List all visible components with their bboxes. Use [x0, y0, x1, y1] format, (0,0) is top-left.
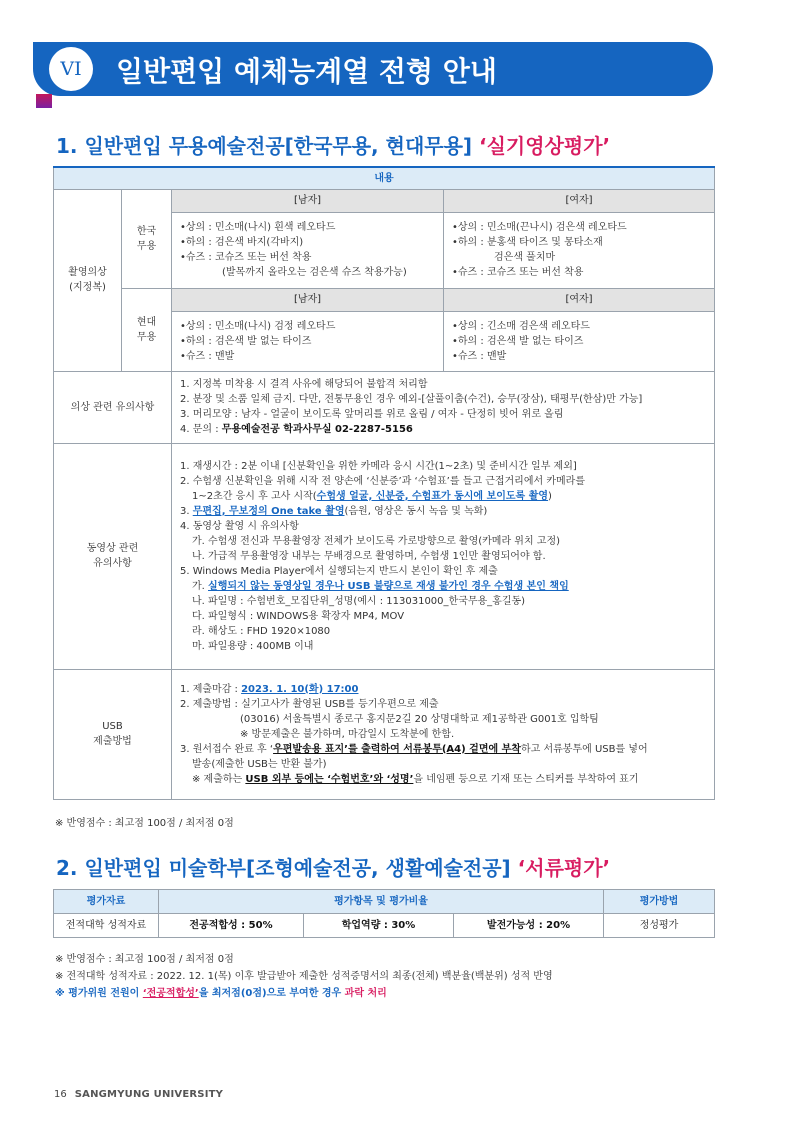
header-method: 평가방법	[604, 890, 715, 914]
attire-notes-label: 의상 관련 유의사항	[54, 371, 172, 443]
page-footer	[54, 1089, 223, 1100]
modern-label-line2: 무용	[136, 331, 157, 343]
list-item: 3. 머리모양 : 남자 - 얼굴이 보이도록 앞머리를 위로 올림 / 여자 - 단정히 빗어 위로 올림	[180, 409, 564, 420]
header-items: 평가항목 및 평가비율	[159, 890, 604, 914]
section1-number: 1.	[56, 134, 78, 158]
list-item: •슈즈 : 맨발	[180, 350, 235, 362]
list-item: 다. 파일형식 : WINDOWS용 확장자 MP4, MOV	[192, 610, 405, 622]
list-item: 나. 파일명 : 수험번호_모집단위_성명(예시 : 113031000_한국무용_홍길동)	[192, 595, 526, 607]
failure-rule-note	[55, 984, 387, 999]
list-item	[180, 489, 706, 504]
usb-label-line2: 제출방법	[93, 736, 132, 747]
list-item	[180, 772, 706, 787]
emphasis-text: 실행되지 않는 동영상일 경우나 USB 불량으로 재생 불가인 경우 수험생 본인 책임	[208, 580, 569, 592]
list-item: 1. 지정복 미착용 시 결격 사유에 해당되어 불합격 처리함	[180, 379, 428, 390]
list-item: 가. 수험생 전신과 무용촬영장 전체가 보이도록 가로방향으로 촬영(카메라 위치 고정)	[192, 535, 561, 547]
text-run: 3.	[180, 505, 193, 517]
section1-title	[56, 130, 610, 159]
page-number: 16	[54, 1089, 67, 1100]
korean-female-header: [여자]	[444, 189, 715, 212]
video-label-line2: 유의사항	[93, 558, 132, 569]
eval-item-academic: 학업역량 : 30%	[304, 914, 454, 938]
costume-label-line1: 촬영의상	[68, 267, 107, 278]
grade-source-note: ※ 전적대학 성적자료 : 2022. 12. 1(목) 이후 발급받아 제출한 성적증명서의 최종(전체) 백분율(백분위) 성적 반영	[55, 971, 553, 982]
list-item: •슈즈 : 코슈즈 또는 버선 착용	[180, 252, 312, 263]
list-item: 5. Windows Media Player에서 실행되는지 반드시 본인이 확인 후 제출	[180, 565, 498, 577]
inquiry-line	[180, 422, 706, 437]
score-note: ※ 반영점수 : 최고점 100점 / 최저점 0점	[55, 818, 234, 829]
emphasis-text: ‘전공적합성’	[142, 988, 199, 999]
list-item: •하의 : 검은색 바지(각바지)	[180, 237, 304, 248]
list-item: 마. 파일용량 : 400MB 이내	[192, 640, 314, 652]
modern-female-header: [여자]	[444, 288, 715, 311]
text-run: ※ 제출하는	[192, 773, 246, 785]
korean-male-header: [남자]	[172, 189, 444, 212]
modern-dance-label	[122, 288, 172, 371]
text-run: 1. 제출마감 :	[180, 683, 242, 695]
costume-label	[54, 189, 122, 371]
list-item: 2. 제출방법 : 실기고사가 촬영된 USB를 등기우편으로 제출	[180, 698, 439, 710]
list-item: •하의 : 검은색 발 없는 타이즈	[180, 335, 312, 347]
banner-accent	[36, 94, 52, 108]
section2-type: ‘서류평가’	[517, 856, 611, 880]
list-item: 나. 가급적 무용촬영장 내부는 무배경으로 촬영하며, 수험생 1인만 촬영되어야 함.	[192, 550, 546, 562]
section2-heading: 일반편입 미술학부[조형예술전공, 생활예술전공]	[77, 856, 518, 880]
list-item: •상의 : 긴소매 검은색 레오타드	[452, 320, 590, 332]
address-line: (03016) 서울특별시 종로구 홍지문2길 20 상명대학교 제1공학관 G001호 입학팀	[240, 713, 599, 725]
korean-male-costume	[172, 212, 444, 288]
text-run: 1~2초간 응시 후 고사 시작(	[192, 490, 317, 502]
modern-female-costume	[444, 311, 715, 371]
attire-notes	[172, 371, 715, 443]
list-item: 1. 재생시간 : 2분 이내 [신분확인을 위한 카메라 응시 시간(1~2초) 및 준비시간 일부 제외]	[180, 460, 577, 472]
list-item: •상의 : 민소매(나시) 검정 레오타드	[180, 320, 336, 332]
chapter-number-badge: VI	[49, 47, 93, 91]
list-item: ※ 방문제출은 불가하며, 마감일시 도착분에 한함.	[240, 728, 455, 740]
list-item: 2. 분장 및 소품 일체 금지. 다만, 전통무용인 경우 예외-[살풀이춤(수건), 승무(장삼), 태평무(한삼)만 가능]	[180, 394, 643, 405]
emphasis-text: 우편발송용 표지’를 출력하여 서류봉투(A4) 겉면에 부착	[273, 743, 521, 755]
text-run: 을 네임펜 등으로 기재 또는 스티커를 부착하여 표기	[413, 773, 639, 785]
eval-item-major-fit: 전공적합성 : 50%	[159, 914, 304, 938]
text-run: )	[548, 490, 552, 502]
emphasis-text: 수험생 얼굴, 신분증, 수험표가 동시에 보이도록 촬영	[316, 490, 549, 502]
eval-item-potential: 발전가능성 : 20%	[454, 914, 604, 938]
list-item: •슈즈 : 코슈즈 또는 버선 착용	[452, 267, 584, 278]
section2-table	[53, 889, 715, 938]
list-item: 검은색 풀치마	[494, 252, 556, 263]
list-item: 라. 해상도 : FHD 1920×1080	[192, 625, 331, 637]
header-material: 평가자료	[54, 890, 159, 914]
list-item: 2. 수험생 신분확인을 위해 시작 전 양손에 ‘신분증’과 ‘수험표’를 들고 근접거리에서 카메라를	[180, 475, 585, 487]
usb-label-line1: USB	[102, 721, 123, 732]
section1-table	[53, 166, 715, 800]
text-run: 하고 서류봉투에 USB를 넣어	[520, 743, 648, 755]
text-run: 3. 원서접수 완료 후 ‘	[180, 743, 274, 755]
korean-female-costume	[444, 212, 715, 288]
emphasis-text: USB 외부 등에는 ‘수험번호’와 ‘성명’	[245, 773, 414, 785]
fail-text: 과락 처리	[344, 988, 387, 999]
method-cell: 정성평가	[604, 914, 715, 938]
text-run: 을 최저점(0점)으로 부여한 경우	[198, 988, 345, 999]
modern-label-line1: 현대	[136, 316, 157, 328]
modern-male-header: [남자]	[172, 288, 444, 311]
korean-dance-label	[122, 189, 172, 288]
text-run: (음원, 영상은 동시 녹음 및 녹화)	[344, 505, 488, 517]
list-item	[180, 579, 706, 594]
list-item	[180, 742, 706, 757]
text-run: ※ 평가위원 전원이	[55, 988, 143, 999]
list-item: •슈즈 : 맨발	[452, 350, 507, 362]
deadline-date: 2023. 1. 10(화) 17:00	[241, 683, 359, 695]
list-item: 4. 동영상 촬영 시 유의사항	[180, 520, 299, 532]
list-item	[180, 504, 706, 519]
usb-submission	[172, 669, 715, 799]
inquiry-contact: 무용예술전공 학과사무실 02-2287-5156	[221, 424, 413, 435]
list-item: •하의 : 검은색 발 없는 타이즈	[452, 335, 584, 347]
page-title: 일반편입 예체능계열 전형 안내	[116, 55, 497, 88]
emphasis-text: 무편집, 무보정의 One take 촬영	[192, 505, 345, 517]
inquiry-prefix: 4. 문의 :	[180, 424, 222, 435]
material-cell: 전적대학 성적자료	[54, 914, 159, 938]
list-item	[180, 682, 706, 697]
list-item: (발목까지 올라오는 검은색 슈즈 착용가능)	[222, 267, 407, 278]
university-name: SANGMYUNG UNIVERSITY	[74, 1089, 224, 1100]
korean-label-line1: 한국	[136, 225, 157, 237]
video-label-line1: 동영상 관련	[86, 543, 139, 554]
video-notes-label	[54, 443, 172, 669]
section1-type: ‘실기영상평가’	[479, 134, 611, 158]
list-item: •하의 : 분홍색 타이즈 및 몽타소재	[452, 237, 603, 248]
section2-number: 2.	[56, 856, 78, 880]
video-notes	[172, 443, 715, 669]
korean-label-line2: 무용	[136, 240, 157, 252]
score-note-2: ※ 반영점수 : 최고점 100점 / 최저점 0점	[55, 954, 234, 965]
usb-label	[54, 669, 172, 799]
section2-title	[56, 852, 610, 881]
list-item: •상의 : 민소매(나시) 흰색 레오타드	[180, 222, 336, 233]
section1-heading: 일반편입 무용예술전공[한국무용, 현대무용]	[77, 134, 480, 158]
modern-male-costume	[172, 311, 444, 371]
text-run: 가.	[192, 580, 209, 592]
table-header-content: 내용	[54, 167, 715, 189]
list-item: •상의 : 민소매(끈나시) 검은색 레오타드	[452, 222, 627, 233]
list-item: 발송(제출한 USB는 반환 불가)	[192, 758, 327, 770]
costume-label-line2: (지정복)	[69, 282, 106, 293]
